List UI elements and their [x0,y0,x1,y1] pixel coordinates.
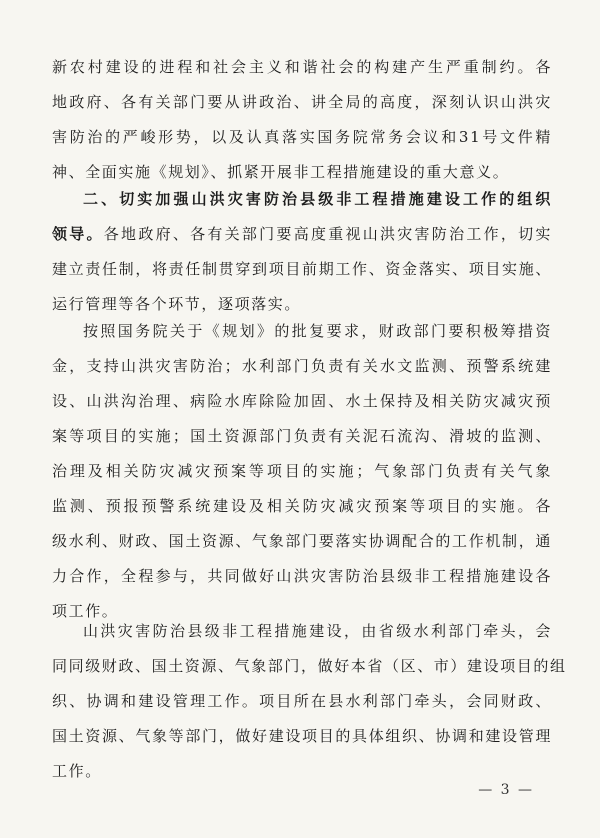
text-line: 建立责任制，将责任制贯穿到项目前期工作、资金落实、项目实施、 [52,260,552,278]
text-span: 各地政府、各有关部门要高度重视山洪灾害防治工作，切实 [103,225,552,243]
text-line: 神、全面实施《规划》、抓紧开展非工程措施建设的重大意义。 [52,163,510,181]
paragraph-2 [52,182,552,322]
text-line: 工作。 [52,762,102,780]
text-line: 治理及相关防灾减灾预案等项目的实施；气象部门负责有关气象 [52,462,552,480]
page-number: — 3 — [478,782,534,798]
text-line: 金，支持山洪灾害防治；水利部门负责有关水文监测、预警系统建 [52,357,552,375]
text-line: 级水利、财政、国土资源、气象部门要落实协调配合的工作机制，通 [52,532,552,550]
paragraph-3 [52,314,552,629]
text-line: 织、协调和建设管理工作。项目所在县水利部门牵头，会同财政、 [52,692,552,710]
text-line [52,217,552,252]
text-line: 运行管理等各个环节，逐项落实。 [52,295,302,313]
text-line: 新农村建设的进程和社会主义和谐社会的构建产生严重制约。各 [52,58,552,76]
text-line: 地政府、各有关部门要从讲政治、讲全局的高度，深刻认识山洪灾 [52,93,552,111]
text-line: 案等项目的实施；国土资源部门负责有关泥石流沟、滑坡的监测、 [52,427,552,445]
text-line: 国土资源、气象等部门，做好建设项目的具体组织、协调和建设管理 [52,727,552,745]
section-heading-end: 领导。 [52,225,104,243]
paragraph-4 [52,614,567,789]
section-heading: 二、切实加强山洪灾害防治县级非工程措施建设工作的组织 [83,190,552,208]
text-line: 山洪灾害防治县级非工程措施建设，由省级水利部门牵头，会 [83,622,552,640]
text-line: 害防治的严峻形势，以及认真落实国务院常务会议和31号文件精 [52,128,552,146]
text-line: 按照国务院关于《规划》的批复要求，财政部门要积极筹措资 [83,322,552,340]
text-line: 设、山洪沟治理、病险水库除险加固、水土保持及相关防灾减灾预 [52,392,552,410]
text-line: 项工作。 [52,602,119,620]
text-line: 同同级财政、国土资源、气象部门，做好本省（区、市）建设项目的组 [52,657,567,675]
text-line: 监测、预报预警系统建设及相关防灾减灾预案等项目的实施。各 [52,497,552,515]
text-line: 力合作，全程参与，共同做好山洪灾害防治县级非工程措施建设各 [52,567,552,585]
paragraph-1 [52,50,552,190]
